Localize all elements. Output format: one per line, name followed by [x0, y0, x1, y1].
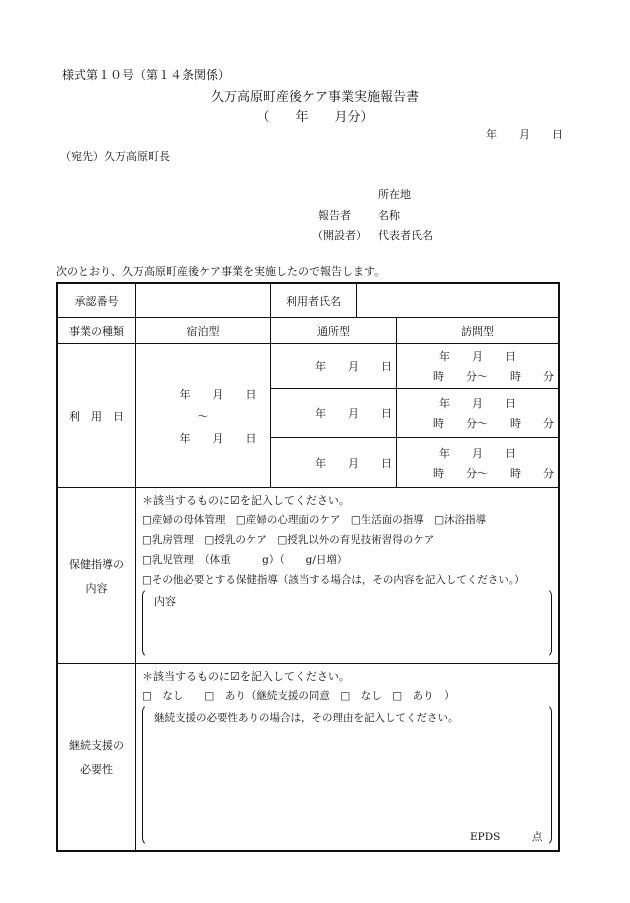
daycare-date-2[interactable]: 年 月 日: [315, 407, 392, 420]
name-label: 名称: [378, 209, 400, 222]
visit-date-2: 年 月 日: [439, 397, 516, 410]
support-options-row[interactable]: □ なし □ あり（継続支援の同意 □ なし □ あり ）: [142, 690, 455, 702]
visit-date-3: 年 月 日: [439, 446, 516, 460]
support-reason-box[interactable]: [142, 704, 552, 846]
stay-tilde: ～: [197, 409, 209, 423]
health-content-label: 内容: [154, 595, 176, 608]
stay-type-header: 宿泊型: [186, 324, 220, 338]
visit-date-1: 年 月 日: [439, 350, 516, 363]
health-check-note: ＊該当するものに☑を記入してください。: [142, 494, 350, 507]
form-number: 様式第１０号（第１４条関係）: [62, 68, 231, 82]
representative-label: 代表者氏名: [378, 229, 433, 242]
approval-number-field[interactable]: [136, 284, 270, 317]
founder-label: （開設者）: [312, 229, 367, 242]
stay-date-range[interactable]: [136, 344, 270, 487]
report-date: 年 月 日: [486, 128, 563, 141]
page-title: 久万高原町産後ケア事業実施報告書: [210, 90, 419, 105]
health-label-line2: 内容: [85, 581, 108, 595]
health-options-row1[interactable]: □産婦の母体管理 □産婦の心理面のケア □生活面の指導 □沐浴指導: [142, 514, 487, 526]
continued-support-label: [58, 664, 135, 850]
stay-to-date: 年 月 日: [179, 431, 257, 445]
health-guidance-label: [58, 488, 135, 663]
daycare-date-1[interactable]: 年 月 日: [315, 360, 392, 373]
visit-time-1: 時 分～ 時 分: [433, 370, 554, 383]
visit-slot-3[interactable]: [397, 438, 558, 487]
user-name-label: 利用者氏名: [286, 294, 341, 308]
intro-text: 次のとおり、久万高原町産後ケア事業を実施したので報告します。: [56, 265, 386, 278]
visit-slot-1[interactable]: [397, 344, 558, 388]
support-label-line2: 必要性: [80, 763, 113, 776]
visit-time-3: 時 分～ 時 分: [433, 466, 554, 480]
reporter-label: 報告者: [318, 209, 351, 222]
epds-score: EPDS 点: [470, 831, 543, 843]
addressee: （宛先）久万高原町長: [60, 150, 170, 163]
approval-number-label: 承認番号: [74, 294, 119, 308]
support-label-line1: 継続支援の: [69, 739, 124, 752]
daycare-type-header: 通所型: [317, 324, 350, 338]
health-label-line1: 保健指導の: [69, 557, 124, 571]
use-date-label: 利 用 日: [69, 409, 124, 423]
health-options-row3[interactable]: □乳児管理 （体重 g）（ g/日増）: [142, 554, 348, 566]
support-reason-label: 継続支援の必要性ありの場合は，その理由を記入してください。: [154, 712, 459, 724]
health-options-row4[interactable]: □その他必要とする保健指導（該当する場合は，その内容を記入してください。）: [142, 574, 525, 586]
report-form: [56, 282, 560, 852]
support-check-note: ＊該当するものに☑を記入してください。: [142, 670, 350, 683]
visit-type-header: 訪問型: [461, 324, 494, 338]
report-period: （ 年 月分）: [256, 110, 374, 125]
health-options-row2[interactable]: □乳房管理 □授乳のケア □授乳以外の育児技術習得のケア: [142, 534, 435, 546]
location-label: 所在地: [378, 188, 411, 201]
visit-time-2: 時 分～ 時 分: [433, 417, 554, 430]
daycare-date-3[interactable]: 年 月 日: [315, 456, 392, 470]
visit-slot-2[interactable]: [397, 389, 558, 437]
user-name-field[interactable]: [357, 284, 558, 317]
service-type-label: 事業の種類: [69, 324, 124, 338]
health-content-box[interactable]: [142, 588, 552, 658]
stay-from-date: 年 月 日: [179, 387, 257, 401]
